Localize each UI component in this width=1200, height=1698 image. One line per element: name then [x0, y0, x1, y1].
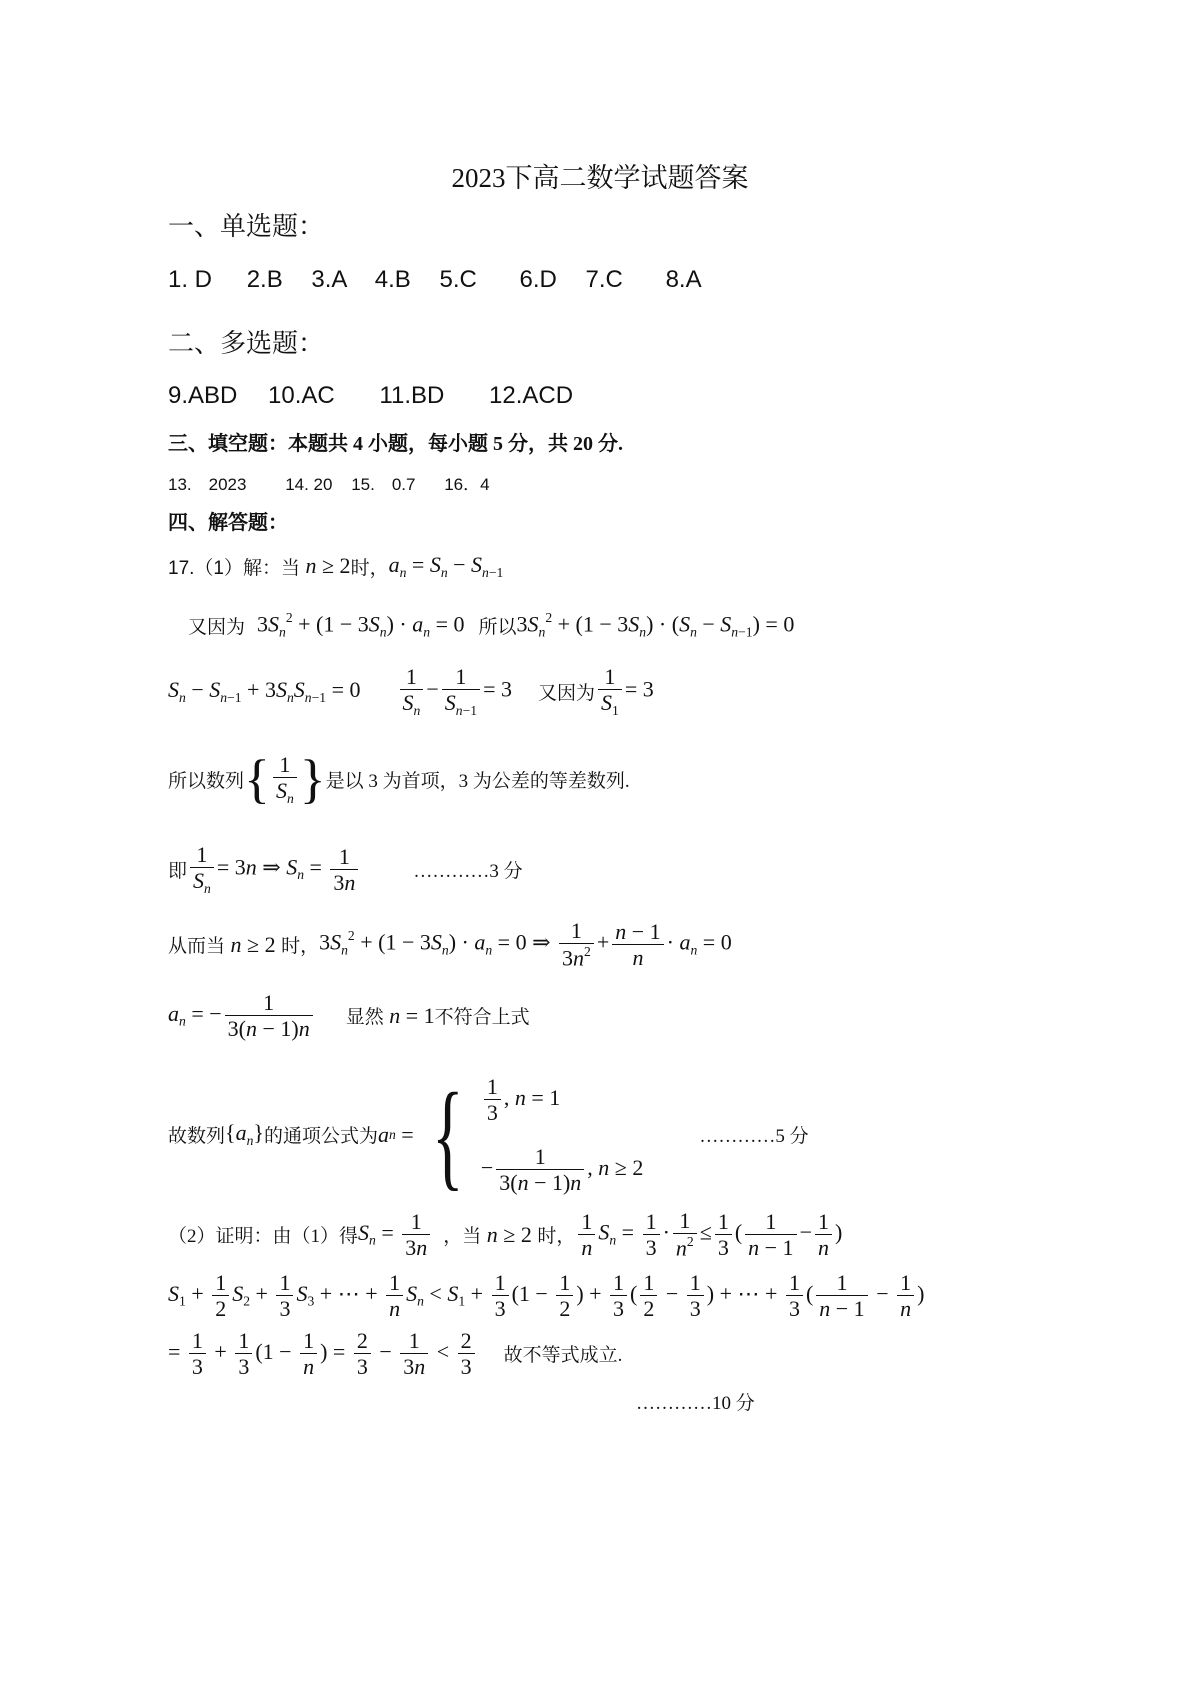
q17-formula-n-geq-2-b: n ≥ 2 [230, 931, 282, 957]
q17-l5-prefix: 即 [168, 860, 188, 882]
q17-score-3: …………3 分 [413, 860, 523, 882]
answer-6: 6.D [519, 266, 557, 293]
q17-formula-bound: $\frac{1}{n}$ $S_n$ = $\frac{1}{3}$ · $\frac{1}{n^2}$ ≤ $\frac{1}{3}$ ( $\frac{1}{n - 1}$ − $\frac{1}{n}$ ) [575, 1208, 842, 1261]
q17-line-4 [168, 749, 630, 810]
answer-7: 7.C [585, 266, 623, 293]
q17-formula-substituted: $3S_n^2 + (1 - 3S_n) \cdot (S_n - S_{n-1}) = 0$ [516, 610, 795, 640]
single-choice-answers [168, 266, 702, 294]
q17-formula-piecewise: a n = { $\frac{1}{3}$ , n = 1 − $\frac{1}{3(n - 1)n}$ , n ≥ 2 [377, 1067, 644, 1201]
answer-13: 13. 2023 [168, 475, 247, 494]
q17-l7-suffix: 不符合上式 [434, 1007, 530, 1029]
q17-conclusion: 故不等式成立. [503, 1345, 623, 1367]
answer-3: 3.A [311, 266, 347, 293]
answer-10: 10.AC [268, 382, 335, 409]
q17-formula-n-eq-1: n = 1 [389, 1002, 435, 1028]
page-title: 2023下高二数学试题答案 [451, 163, 749, 193]
q17-l4-prefix: 所以数列 [168, 770, 245, 792]
q17-formula-given: $3S_n^2 + (1 - 3S_n) \cdot a_n = 0$ [257, 610, 465, 640]
q17-l8-mid: 的通项公式为 [263, 1126, 378, 1148]
q17-l7-mid: 显然 [345, 1007, 384, 1029]
q17-formula-reciprocal-diff: $\frac{1}{S_n}$ − $\frac{1}{S_{n-1}}$ = 3 [397, 664, 512, 719]
q17-part2-line-2 [168, 1270, 924, 1322]
section-heading-multiple-choice: 二、多选题： [168, 329, 325, 358]
answer-8: 8.A [665, 266, 702, 293]
answer-2: 2.B [246, 266, 283, 293]
q17-line-2 [188, 610, 794, 640]
q17-formula-sn-b: $S_n$ = $\frac{1}{3n}$ [358, 1209, 433, 1261]
answer-15: 15. 0.7 [351, 475, 416, 494]
q17-line-6 [168, 918, 732, 971]
q17-cond-text: 时， [350, 557, 389, 579]
q17-l2-mid: 所以 [478, 616, 517, 638]
q17-l3-mid: 又因为 [537, 682, 595, 704]
q17-line-7 [168, 990, 530, 1042]
q17-formula-n-geq-2-c: n ≥ 2 [486, 1221, 538, 1247]
q17-part2-line-3 [168, 1328, 622, 1380]
q17-p2-mid: ，当 [443, 1226, 482, 1248]
answer-11: 11.BD [379, 382, 445, 409]
fill-blank-answers [168, 470, 490, 495]
q17-line-5 [168, 842, 523, 897]
q17-formula-first-term: $\frac{1}{S_1}$ = 3 [595, 664, 654, 719]
q17-p2-mid2: 时， [537, 1226, 576, 1248]
answer-5: 5.C [439, 266, 477, 293]
q17-formula-simplified: $S_n - S_{n-1} + 3S_nS_{n-1} = 0$ [168, 676, 361, 705]
q17-line-3 [168, 664, 654, 719]
answer-14: 14. 20 [285, 475, 333, 494]
section-heading-problems: 四、解答题： [168, 512, 288, 534]
answer-1: 1. D [168, 266, 213, 293]
q17-part2-line-1 [168, 1208, 842, 1261]
q17-l6-mid: 时， [281, 936, 320, 958]
q17-formula-derive-an: $3S_n^2 + (1 - 3S_n) \cdot a_n = 0$ ⇒ $\frac{1}{3n^2}$ + $\frac{n - 1}{n}$ · $a_n = 0$ [319, 918, 732, 971]
q17-formula-an: $a_n = S_n - S_{n-1}$ [388, 552, 504, 580]
q17-label: 17.（1）解：当 [168, 557, 300, 579]
q17-p2-prefix: （2）证明：由（1）得 [168, 1226, 359, 1248]
q17-l8-prefix: 故数列 [168, 1126, 226, 1148]
q17-l6-prefix: 从而当 [168, 936, 226, 958]
q17-line-8 [168, 1067, 809, 1201]
q17-formula-an-result: $a_n$ = − $\frac{1}{3(n - 1)n}$ [168, 990, 316, 1042]
q17-formula-an-set: $\{a_n\}$ [225, 1120, 264, 1148]
q17-l2-prefix: 又因为 [188, 616, 246, 638]
answer-12: 12.ACD [489, 382, 574, 409]
q17-score-5: …………5 分 [699, 1126, 809, 1148]
q17-formula-n-geq-2: n ≥ 2 [305, 553, 351, 579]
answer-16: 16．4 [444, 475, 490, 494]
q17-l4-suffix: 是以 3 为首项，3 为公差的等差数列. [325, 770, 630, 792]
q17-formula-sum-result: = $\frac{1}{3}$ + $\frac{1}{3}$ (1 − $\frac{1}{n}$ ) = $\frac{2}{3}$ − $\frac{1}{3n}$ < $\frac{2}{3}$ [168, 1328, 478, 1380]
q17-formula-sequence-set: { $\frac{1}{S_n}$ } [244, 749, 326, 810]
q17-score-10: …………10 分 [636, 1393, 755, 1414]
section-heading-single-choice: 一、单选题： [168, 212, 325, 241]
answer-9: 9.ABD [168, 382, 238, 409]
answer-4: 4.B [374, 266, 411, 293]
q17-line-1 [168, 552, 503, 581]
q17-formula-sum-inequality: $S_1$ + $\frac{1}{2}$ $S_2$ + $\frac{1}{3}$ $S_3$ + ⋯ + $\frac{1}{n}$ $S_n < S_1$ + $\frac{1}{3}$ (1 − $\frac{1}{2}$ ) + $\frac{1}{3}$ ( $\frac{1}{2}$ − $\frac{1}{3}$ ) + ⋯ + $\frac{1}{3}$ ( $\frac{1}{n - 1}$ − $\frac{1}{n}$ ) [168, 1270, 925, 1322]
multiple-choice-answers [168, 382, 573, 410]
section-heading-fill-blank: 三、填空题：本题共 4 小题，每小题 5 分，共 20 分. [168, 433, 623, 455]
q17-formula-sn: $\frac{1}{S_n}$ = 3n ⇒ $S_n$ = $\frac{1}{3n}$ [187, 842, 361, 897]
